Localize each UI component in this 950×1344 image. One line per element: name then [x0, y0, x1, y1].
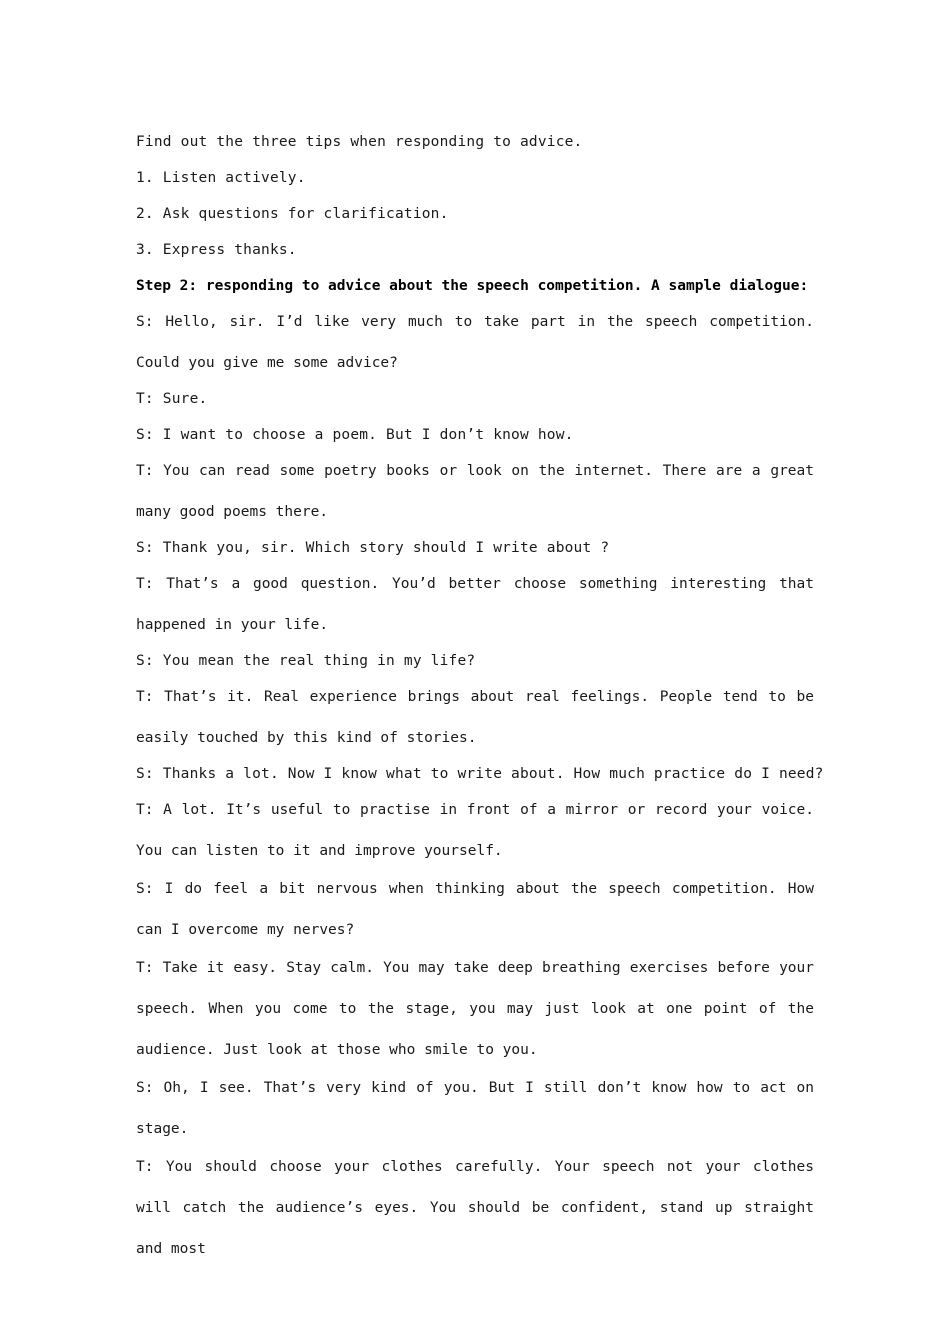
- dialogue-line: S: Hello, sir. I’d like very much to take part in the speech competition. Could you give me some advice?: [136, 314, 814, 371]
- dialogue-line: S: Thank you, sir. Which story should I write about ?: [136, 540, 610, 556]
- dialogue-line: T: A lot. It’s useful to practise in front of a mirror or record your voice. You can listen to it and improve yourself.: [136, 802, 814, 859]
- dialogue-line: S: I do feel a bit nervous when thinking about the speech competition. How can I overcome my nerves?: [136, 881, 814, 938]
- document-page: [136, 124, 824, 1267]
- tip-item: 3. Express thanks.: [136, 242, 297, 258]
- dialogue-line: T: You should choose your clothes carefully. Your speech not your clothes will catch the audience’s eyes. You should be confident, stand up straight and most: [136, 1159, 814, 1257]
- dialogue-line: S: You mean the real thing in my life?: [136, 653, 476, 669]
- dialogue-line: S: Thanks a lot. Now I know what to write about. How much practice do I need?: [136, 766, 824, 782]
- dialogue-line: T: Take it easy. Stay calm. You may take deep breathing exercises before your speech. When you come to the stage, you may just look at one point of the audience. Just look at those who smile to you.: [136, 960, 814, 1058]
- tip-item: 1. Listen actively.: [136, 170, 306, 186]
- dialogue-line: T: That’s it. Real experience brings about real feelings. People tend to be easily touched by this kind of stories.: [136, 689, 814, 746]
- dialogue-line: T: Sure.: [136, 391, 208, 407]
- intro-prompt: Find out the three tips when responding to advice.: [136, 134, 583, 150]
- dialogue-line: T: That’s a good question. You’d better choose something interesting that happened in your life.: [136, 576, 814, 633]
- dialogue-line: S: Oh, I see. That’s very kind of you. But I still don’t know how to act on stage.: [136, 1080, 814, 1137]
- dialogue-line: S: I want to choose a poem. But I don’t know how.: [136, 427, 574, 443]
- step2-heading: Step 2: responding to advice about the speech competition. A sample dialogue:: [136, 278, 809, 294]
- dialogue-line: T: You can read some poetry books or look on the internet. There are a great many good poems there.: [136, 463, 814, 520]
- tip-item: 2. Ask questions for clarification.: [136, 206, 449, 222]
